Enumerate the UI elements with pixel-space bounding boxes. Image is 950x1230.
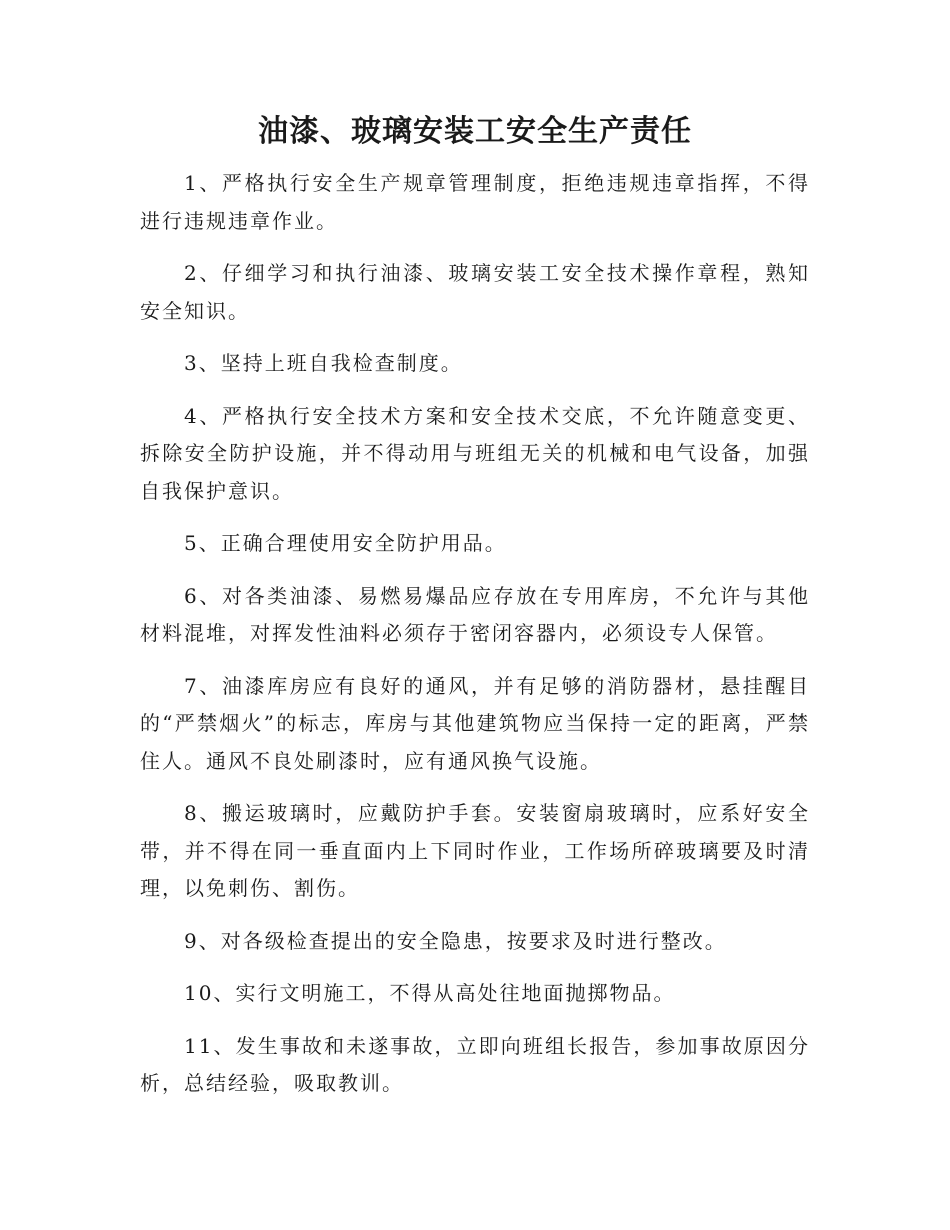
paragraph-9: 9、对各级检查提出的安全隐患，按要求及时进行整改。 (184, 928, 727, 953)
document-body (140, 165, 810, 1118)
paragraph-1: 1、严格执行安全生产规章管理制度，拒绝违规违章指挥，不得进行违规违章作业。 (140, 171, 810, 233)
paragraph-11: 11、发生事故和未遂事故，立即向班组长报告，参加事故原因分析，总结经验，吸取教训。 (140, 1033, 810, 1095)
paragraph-2: 2、仔细学习和执行油漆、玻璃安装工安全技术操作章程，熟知安全知识。 (140, 261, 810, 323)
document-title: 油漆、玻璃安装工安全生产责任 (258, 114, 692, 149)
paragraph-8: 8、搬运玻璃时，应戴防护手套。安装窗扇玻璃时，应系好安全带，并不得在同一垂直面内上下同时作业，工作场所碎玻璃要及时清理，以免刺伤、割伤。 (140, 801, 810, 900)
paragraph-7: 7、油漆库房应有良好的通风，并有足够的消防器材，悬挂醒目的“严禁烟火”的标志，库房与其他建筑物应当保持一定的距离，严禁住人。通风不良处刷漆时，应有通风换气设施。 (140, 673, 810, 773)
paragraph-10: 10、实行文明施工，不得从高处往地面抛掷物品。 (184, 981, 676, 1005)
paragraph-4: 4、严格执行安全技术方案和安全技术交底，不允许随意变更、拆除安全防护设施，并不得动用与班组无关的机械和电气设备，加强自我保护意识。 (140, 403, 810, 503)
paragraph-5: 5、正确合理使用安全防护用品。 (184, 531, 507, 555)
paragraph-6: 6、对各类油漆、易燃易爆品应存放在专用库房，不允许与其他材料混堆，对挥发性油料必须存于密闭容器内，必须设专人保管。 (140, 583, 810, 645)
paragraph-3: 3、坚持上班自我检查制度。 (184, 351, 463, 375)
